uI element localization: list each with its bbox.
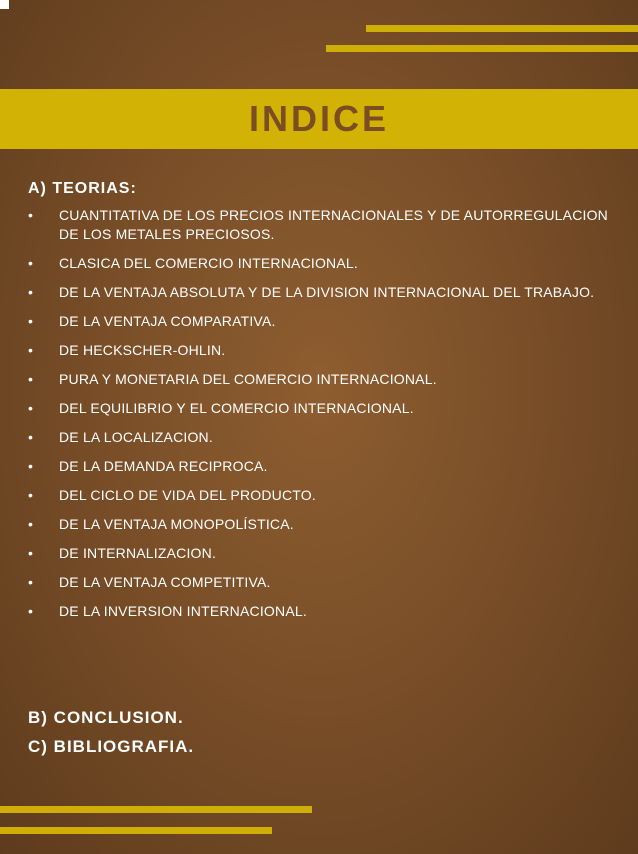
top-decorative-stripe-1 [366, 25, 638, 32]
list-item [28, 312, 608, 331]
list-item [28, 573, 608, 592]
bullet-icon: • [28, 545, 34, 561]
bullet-icon: • [28, 603, 34, 619]
list-item [28, 486, 608, 505]
list-item-text: CLASICA DEL COMERCIO INTERNACIONAL. [59, 255, 358, 271]
list-item [28, 457, 608, 476]
bullet-icon: • [28, 458, 34, 474]
bullet-icon: • [28, 207, 34, 223]
list-item [28, 515, 608, 534]
section-a-heading: A) TEORIAS: [28, 180, 137, 197]
bullet-icon: • [28, 313, 34, 329]
list-item-text: PURA Y MONETARIA DEL COMERCIO INTERNACIONAL. [59, 371, 437, 387]
list-item-text: DEL CICLO DE VIDA DEL PRODUCTO. [59, 487, 316, 503]
list-item [28, 254, 608, 273]
list-item [28, 544, 608, 563]
list-item [28, 206, 608, 244]
list-item-text: DE LA LOCALIZACION. [59, 429, 213, 445]
bullet-icon: • [28, 487, 34, 503]
list-item [28, 428, 608, 447]
list-item [28, 602, 608, 621]
list-item-text: DE HECKSCHER-OHLIN. [59, 342, 226, 358]
section-b-heading: B) CONCLUSION. [28, 708, 184, 727]
list-item-text: DEL EQUILIBRIO Y EL COMERCIO INTERNACIONAL. [59, 400, 414, 416]
theories-list [28, 206, 608, 621]
page-title: INDICE [248, 98, 389, 139]
bullet-icon: • [28, 342, 34, 358]
list-item [28, 341, 608, 360]
corner-marker [0, 0, 9, 9]
list-item-text: CUANTITATIVA DE LOS PRECIOS INTERNACIONALES Y DE AUTORREGULACION DE LOS METALES PRECIOSOS. [59, 207, 608, 242]
bullet-icon: • [28, 516, 34, 532]
bullet-icon: • [28, 400, 34, 416]
list-item [28, 370, 608, 389]
list-item [28, 283, 608, 302]
list-item-text: DE LA VENTAJA COMPARATIVA. [59, 313, 276, 329]
list-item-text: DE LA VENTAJA ABSOLUTA Y DE LA DIVISION INTERNACIONAL DEL TRABAJO. [59, 284, 595, 300]
list-item-text: DE LA VENTAJA MONOPOLÍSTICA. [59, 516, 294, 532]
bullet-icon: • [28, 574, 34, 590]
list-item-text: DE LA DEMANDA RECIPROCA. [59, 458, 268, 474]
bottom-decorative-stripe-2 [0, 827, 272, 834]
closing-sections [28, 708, 194, 766]
list-item [28, 399, 608, 418]
bottom-decorative-stripe-1 [0, 806, 312, 813]
section-c-heading: C) BIBLIOGRAFIA. [28, 737, 195, 756]
bullet-icon: • [28, 429, 34, 445]
bullet-icon: • [28, 255, 34, 271]
bullet-icon: • [28, 371, 34, 387]
list-item-text: DE INTERNALIZACION. [59, 545, 217, 561]
list-item-text: DE LA INVERSION INTERNACIONAL. [59, 603, 307, 619]
list-item-text: DE LA VENTAJA COMPETITIVA. [59, 574, 271, 590]
index-content [28, 180, 608, 631]
top-decorative-stripe-2 [326, 45, 638, 52]
bullet-icon: • [28, 284, 34, 300]
